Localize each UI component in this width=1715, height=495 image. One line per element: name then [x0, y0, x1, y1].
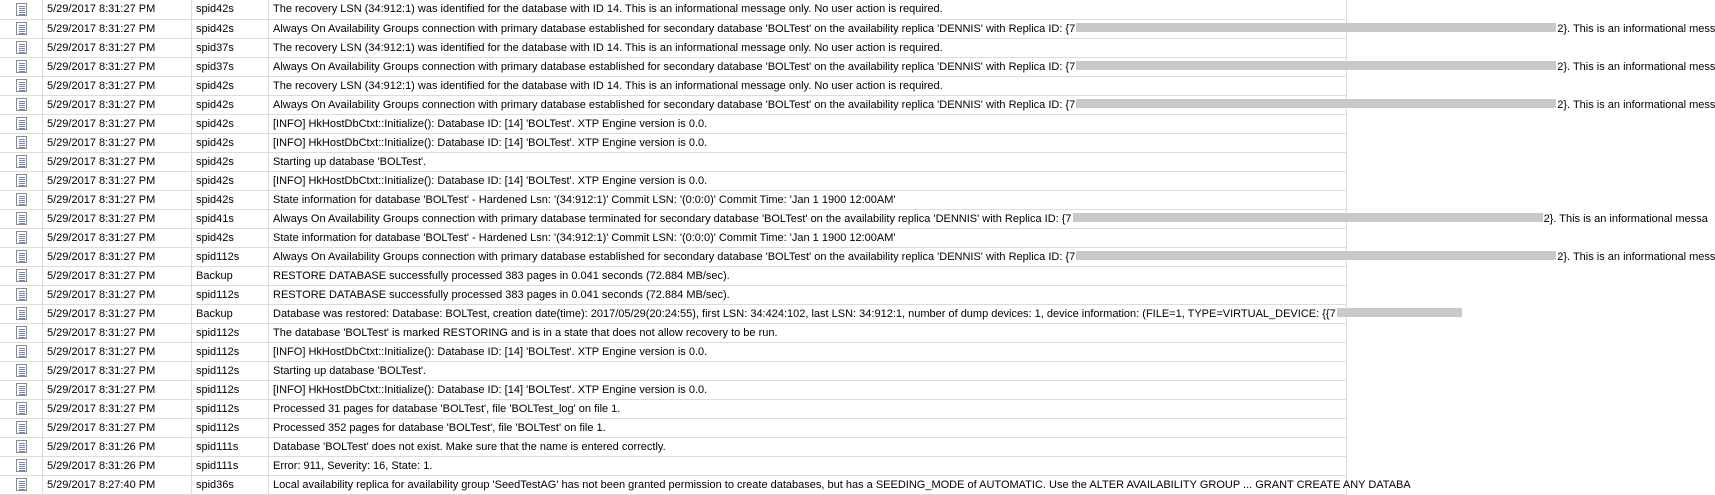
log-entry-icon: [16, 60, 27, 73]
log-entry-source: spid42s: [192, 76, 269, 95]
table-row[interactable]: [0, 475, 1347, 494]
log-entry-source: spid112s: [192, 285, 269, 304]
log-entry-message: [269, 95, 1715, 114]
log-entry-source: spid112s: [192, 342, 269, 361]
log-entry-source: spid112s: [192, 418, 269, 437]
log-entry-icon-cell: [0, 38, 43, 57]
log-entry-message: The recovery LSN (34:912:1) was identified for the database with ID 14. This is an informational message only. No user action is required.: [269, 76, 1347, 95]
log-entry-source: spid42s: [192, 0, 269, 19]
log-entry-message: [269, 247, 1715, 266]
log-entry-icon-cell: [0, 19, 43, 38]
log-entry-icon-cell: [0, 437, 43, 456]
log-entry-message: The recovery LSN (34:912:1) was identified for the database with ID 14. This is an informational message only. No user action is required.: [269, 38, 1347, 57]
log-entry-date: 5/29/2017 8:31:27 PM: [43, 361, 192, 380]
log-entry-date: 5/29/2017 8:31:27 PM: [43, 228, 192, 247]
table-row[interactable]: [0, 133, 1347, 152]
log-entry-date: 5/29/2017 8:31:27 PM: [43, 323, 192, 342]
table-row[interactable]: [0, 38, 1347, 57]
log-entry-icon-cell: [0, 209, 43, 228]
log-entry-message-suffix: 2}. This is an informational mess: [1557, 60, 1715, 73]
redaction-bar: [1076, 251, 1556, 260]
log-entry-icon: [16, 136, 27, 149]
log-entry-icon: [16, 3, 27, 16]
log-entry-message: The recovery LSN (34:912:1) was identified for the database with ID 14. This is an informational message only. No user action is required.: [269, 0, 1347, 19]
log-entry-icon: [16, 269, 27, 282]
log-entry-message: Error: 911, Severity: 16, State: 1.: [269, 456, 1347, 475]
table-row[interactable]: [0, 285, 1347, 304]
table-row[interactable]: [0, 304, 1347, 323]
log-entry-date: 5/29/2017 8:31:27 PM: [43, 399, 192, 418]
log-entry-source: spid37s: [192, 57, 269, 76]
log-entry-message-prefix: Always On Availability Groups connection with primary database established for secondary database 'BOLTest' on the availability replica 'DENNIS' with Replica ID: {7: [273, 60, 1076, 73]
log-entry-source: spid42s: [192, 228, 269, 247]
log-entry-message: Starting up database 'BOLTest'.: [269, 361, 1347, 380]
log-entry-message-prefix: Database was restored: Database: BOLTest, creation date(time): 2017/05/29(20:24:55), first LSN: 34:424:102, last LSN: 34:912:1, number of dump devices: 1, device information: (FILE=1, TYPE=VIRTUAL_DEVICE: {{7: [273, 307, 1336, 320]
table-row[interactable]: [0, 437, 1347, 456]
log-entry-message: Starting up database 'BOLTest'.: [269, 152, 1347, 171]
table-row[interactable]: [0, 95, 1347, 114]
log-entry-source: Backup: [192, 266, 269, 285]
log-entry-message-prefix: Always On Availability Groups connection with primary database established for secondary database 'BOLTest' on the availability replica 'DENNIS' with Replica ID: {7: [273, 22, 1076, 35]
log-entry-icon: [16, 421, 27, 434]
log-entry-date: 5/29/2017 8:31:27 PM: [43, 76, 192, 95]
log-entry-source: spid112s: [192, 361, 269, 380]
log-entry-icon: [16, 117, 27, 130]
table-row[interactable]: [0, 114, 1347, 133]
table-row[interactable]: [0, 342, 1347, 361]
table-row[interactable]: [0, 152, 1347, 171]
log-entry-icon: [16, 212, 27, 225]
log-entry-source: spid42s: [192, 171, 269, 190]
log-entry-icon-cell: [0, 76, 43, 95]
log-entry-icon-cell: [0, 95, 43, 114]
log-entry-icon: [16, 98, 27, 111]
log-entry-date: 5/29/2017 8:31:27 PM: [43, 247, 192, 266]
log-entry-message: Database 'BOLTest' does not exist. Make sure that the name is entered correctly.: [269, 437, 1347, 456]
log-entry-date: 5/29/2017 8:31:27 PM: [43, 38, 192, 57]
redaction-bar: [1337, 308, 1462, 317]
log-entry-date: 5/29/2017 8:31:27 PM: [43, 95, 192, 114]
log-entry-message-suffix: 2}. This is an informational messa: [1543, 212, 1708, 225]
log-entry-icon-cell: [0, 247, 43, 266]
log-entry-icon-cell: [0, 456, 43, 475]
log-entry-icon-cell: [0, 285, 43, 304]
log-entry-message: [INFO] HkHostDbCtxt::Initialize(): Database ID: [14] 'BOLTest'. XTP Engine version is 0.0.: [269, 342, 1347, 361]
log-entry-icon: [16, 383, 27, 396]
log-entry-icon-cell: [0, 399, 43, 418]
log-entry-date: 5/29/2017 8:31:26 PM: [43, 456, 192, 475]
log-entry-source: spid37s: [192, 38, 269, 57]
log-entry-message: [INFO] HkHostDbCtxt::Initialize(): Database ID: [14] 'BOLTest'. XTP Engine version is 0.0.: [269, 114, 1347, 133]
log-entry-icon-cell: [0, 152, 43, 171]
log-entry-message: [269, 19, 1715, 38]
log-entry-icon-cell: [0, 228, 43, 247]
log-entry-icon-cell: [0, 475, 43, 494]
log-entry-message-suffix: 2}. This is an informational mess: [1557, 22, 1715, 35]
table-row[interactable]: [0, 399, 1347, 418]
log-entry-icon-cell: [0, 418, 43, 437]
log-entry-message: [269, 57, 1715, 76]
table-row[interactable]: [0, 266, 1347, 285]
log-entry-source: spid42s: [192, 19, 269, 38]
log-entry-source: spid112s: [192, 247, 269, 266]
log-entry-icon-cell: [0, 190, 43, 209]
log-entry-icon: [16, 364, 27, 377]
log-entry-message-prefix: Always On Availability Groups connection with primary database established for secondary database 'BOLTest' on the availability replica 'DENNIS' with Replica ID: {7: [273, 98, 1076, 111]
log-entry-icon: [16, 345, 27, 358]
log-entry-message: Processed 31 pages for database 'BOLTest', file 'BOLTest_log' on file 1.: [269, 399, 1347, 418]
table-row[interactable]: [0, 57, 1347, 76]
log-entry-source: spid36s: [192, 475, 269, 494]
log-entry-source: spid112s: [192, 380, 269, 399]
log-entry-icon-cell: [0, 133, 43, 152]
log-entry-message: [INFO] HkHostDbCtxt::Initialize(): Database ID: [14] 'BOLTest'. XTP Engine version is 0.0.: [269, 171, 1347, 190]
log-entry-message: [269, 304, 1347, 323]
log-entry-icon-cell: [0, 171, 43, 190]
log-entry-icon-cell: [0, 323, 43, 342]
log-entry-date: 5/29/2017 8:31:27 PM: [43, 190, 192, 209]
log-entry-date: 5/29/2017 8:27:40 PM: [43, 475, 192, 494]
redaction-bar: [1073, 213, 1543, 222]
redaction-bar: [1076, 99, 1556, 108]
table-row[interactable]: [0, 190, 1347, 209]
log-entry-source: spid42s: [192, 95, 269, 114]
log-entry-date: 5/29/2017 8:31:27 PM: [43, 0, 192, 19]
table-row[interactable]: [0, 418, 1347, 437]
log-entry-source: spid111s: [192, 456, 269, 475]
log-entry-date: 5/29/2017 8:31:27 PM: [43, 304, 192, 323]
table-row[interactable]: [0, 76, 1347, 95]
log-entry-source: Backup: [192, 304, 269, 323]
table-row[interactable]: [0, 0, 1347, 19]
table-row[interactable]: [0, 228, 1347, 247]
log-entry-icon-cell: [0, 266, 43, 285]
log-entry-message: Processed 352 pages for database 'BOLTest', file 'BOLTest' on file 1.: [269, 418, 1347, 437]
log-entry-date: 5/29/2017 8:31:27 PM: [43, 114, 192, 133]
log-entry-date: 5/29/2017 8:31:27 PM: [43, 133, 192, 152]
log-entry-source: spid42s: [192, 114, 269, 133]
log-entry-source: spid112s: [192, 399, 269, 418]
log-entry-icon: [16, 326, 27, 339]
log-entry-source: spid42s: [192, 133, 269, 152]
log-entry-message-suffix: 2}. This is an informational mess: [1557, 250, 1715, 263]
log-entry-date: 5/29/2017 8:31:27 PM: [43, 19, 192, 38]
log-entry-icon: [16, 174, 27, 187]
log-entry-date: 5/29/2017 8:31:27 PM: [43, 342, 192, 361]
log-entry-icon: [16, 402, 27, 415]
log-entry-date: 5/29/2017 8:31:27 PM: [43, 380, 192, 399]
table-row[interactable]: [0, 247, 1347, 266]
log-entry-icon: [16, 288, 27, 301]
table-row[interactable]: [0, 19, 1347, 38]
table-row[interactable]: [0, 380, 1347, 399]
log-entry-date: 5/29/2017 8:31:26 PM: [43, 437, 192, 456]
log-entry-icon-cell: [0, 380, 43, 399]
table-row[interactable]: [0, 209, 1347, 228]
log-entry-message: Local availability replica for availability group 'SeedTestAG' has not been granted permission to create databases, but has a SEEDING_MODE of AUTOMATIC. Use the ALTER AVAILABILITY GROUP ... GRANT CREATE ANY DATABA: [269, 475, 1347, 494]
log-entry-message: RESTORE DATABASE successfully processed 383 pages in 0.041 seconds (72.884 MB/sec).: [269, 266, 1347, 285]
table-row[interactable]: [0, 456, 1347, 475]
log-entry-icon: [16, 231, 27, 244]
redaction-bar: [1076, 23, 1556, 32]
log-entry-icon: [16, 307, 27, 320]
log-entry-icon-cell: [0, 114, 43, 133]
log-entry-message-suffix: 2}. This is an informational mess: [1557, 98, 1715, 111]
log-entry-date: 5/29/2017 8:31:27 PM: [43, 266, 192, 285]
log-entry-date: 5/29/2017 8:31:27 PM: [43, 171, 192, 190]
log-entry-icon: [16, 22, 27, 35]
log-entry-date: 5/29/2017 8:31:27 PM: [43, 57, 192, 76]
log-entry-icon: [16, 41, 27, 54]
log-entry-icon: [16, 155, 27, 168]
log-entry-icon: [16, 250, 27, 263]
log-entry-message: [269, 209, 1708, 228]
log-entry-icon-cell: [0, 304, 43, 323]
log-entry-icon: [16, 440, 27, 453]
log-entry-source: spid111s: [192, 437, 269, 456]
log-entry-source: spid112s: [192, 323, 269, 342]
log-entry-icon: [16, 79, 27, 92]
log-entry-message: [INFO] HkHostDbCtxt::Initialize(): Database ID: [14] 'BOLTest'. XTP Engine version is 0.0.: [269, 380, 1347, 399]
table-row[interactable]: [0, 171, 1347, 190]
log-entry-icon: [16, 459, 27, 472]
log-entry-source: spid41s: [192, 209, 269, 228]
log-entry-message: The database 'BOLTest' is marked RESTORING and is in a state that does not allow recovery to be run.: [269, 323, 1347, 342]
log-entry-message: RESTORE DATABASE successfully processed 383 pages in 0.041 seconds (72.884 MB/sec).: [269, 285, 1347, 304]
log-entry-source: spid42s: [192, 152, 269, 171]
log-entry-message-prefix: Always On Availability Groups connection with primary database established for secondary database 'BOLTest' on the availability replica 'DENNIS' with Replica ID: {7: [273, 250, 1076, 263]
log-entry-message: State information for database 'BOLTest' - Hardened Lsn: '(34:912:1)' Commit LSN: '(0:0:0)' Commit Time: 'Jan 1 1900 12:00AM': [269, 190, 1347, 209]
log-entry-date: 5/29/2017 8:31:27 PM: [43, 418, 192, 437]
log-entry-icon-cell: [0, 342, 43, 361]
table-row[interactable]: [0, 323, 1347, 342]
log-entry-date: 5/29/2017 8:31:27 PM: [43, 285, 192, 304]
log-entry-date: 5/29/2017 8:31:27 PM: [43, 209, 192, 228]
log-entry-message-prefix: Always On Availability Groups connection with primary database terminated for secondary database 'BOLTest' on the availability replica 'DENNIS' with Replica ID: {7: [273, 212, 1072, 225]
log-entry-icon: [16, 193, 27, 206]
table-row[interactable]: [0, 361, 1347, 380]
log-entry-icon-cell: [0, 361, 43, 380]
log-entry-source: spid42s: [192, 190, 269, 209]
log-entry-icon-cell: [0, 0, 43, 19]
log-entry-message: [INFO] HkHostDbCtxt::Initialize(): Database ID: [14] 'BOLTest'. XTP Engine version is 0.0.: [269, 133, 1347, 152]
log-entry-icon: [16, 478, 27, 491]
redaction-bar: [1076, 61, 1556, 70]
log-entry-message: State information for database 'BOLTest' - Hardened Lsn: '(34:912:1)' Commit LSN: '(0:0:0)' Commit Time: 'Jan 1 1900 12:00AM': [269, 228, 1347, 247]
log-entry-date: 5/29/2017 8:31:27 PM: [43, 152, 192, 171]
log-entry-icon-cell: [0, 57, 43, 76]
